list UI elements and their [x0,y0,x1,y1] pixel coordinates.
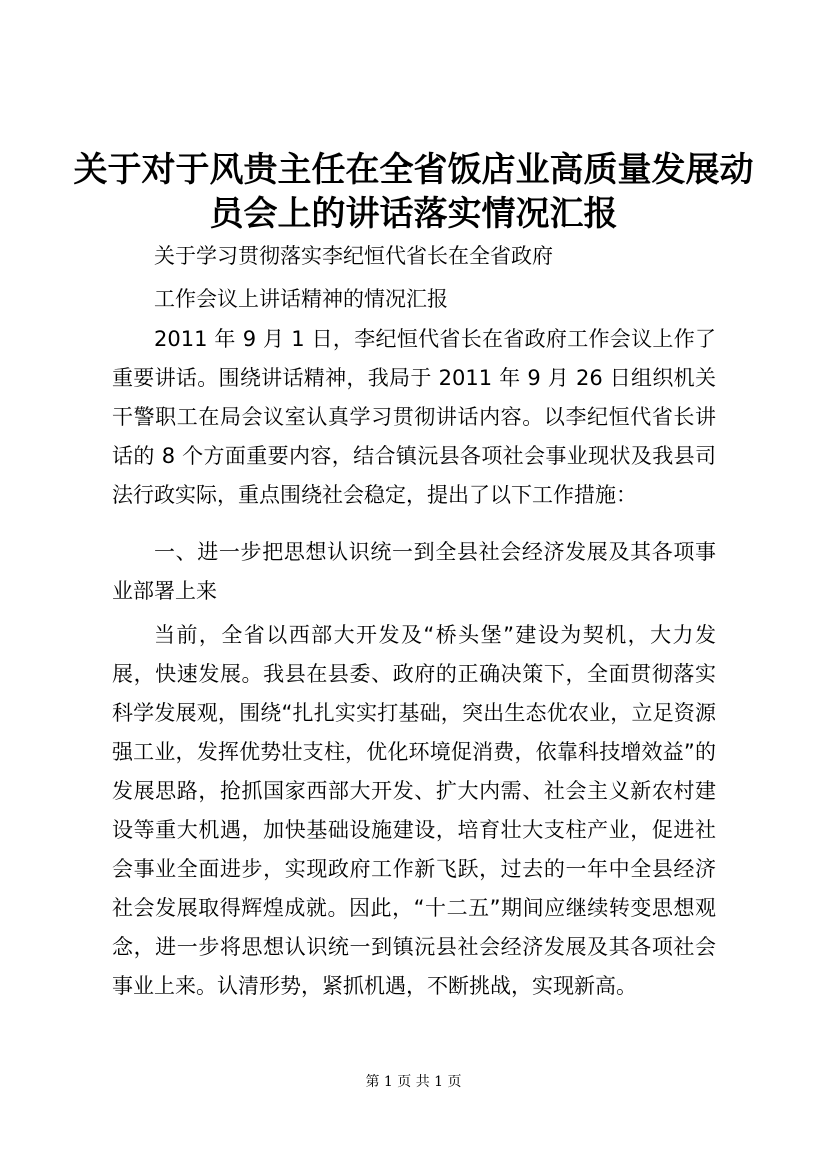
body-paragraph-2: 当前，全省以西部大开发及“桥头堡”建设为契机，大力发展，快速发展。我县在县委、政府的正确决策下，全面贯彻落实科学发展观，围绕“扎扎实实打基础，突出生态优农业，立足资源强工业，发挥优势壮支柱，优化环境促消费，依靠科技增效益”的发展思路，抢抓国家西部大开发、扩大内需、社会主义新农村建设等重大机遇，加快基础设施建设，培育壮大支柱产业，促进社会事业全面进步，实现政府工作新飞跃，过去的一年中全县经济社会发展取得辉煌成就。因此，“十二五”期间应继续转变思想观念，进一步将思想认识统一到镇沅县社会经济发展及其各项社会事业上来。认清形势，紧抓机遇，不断挑战，实现新高。 [112,623,716,998]
subtitle-line-1: 关于学习贯彻落实李纪恒代省长在全省政府 [154,244,553,268]
body-paragraph-1: 2011 年 9 月 1 日，李纪恒代省长在省政府工作会议上作了重要讲话。围绕讲话精神，我局于 2011 年 9 月 26 日组织机关干警职工在局会议室认真学习贯彻讲话内容。以李纪恒代省长讲话的 8 个方面重要内容，结合镇沅县各项社会事业现状及我县司法行政实际，重点围绕社会稳定，提出了以下工作措施： [112,327,716,507]
page-footer: 第 1 页 共 1 页 [365,1074,462,1090]
section-heading-1: 一、进一步把思想认识统一到全县社会经济发展及其各项事业部署上来 [112,540,716,603]
subtitle-line-2: 工作会议上讲话精神的情况汇报 [154,287,448,311]
document-title-line-1: 关于对于风贵主任在全省饭店业高质量发展动 [73,150,754,190]
document-title-line-2: 员会上的讲话落实情况汇报 [209,194,618,234]
